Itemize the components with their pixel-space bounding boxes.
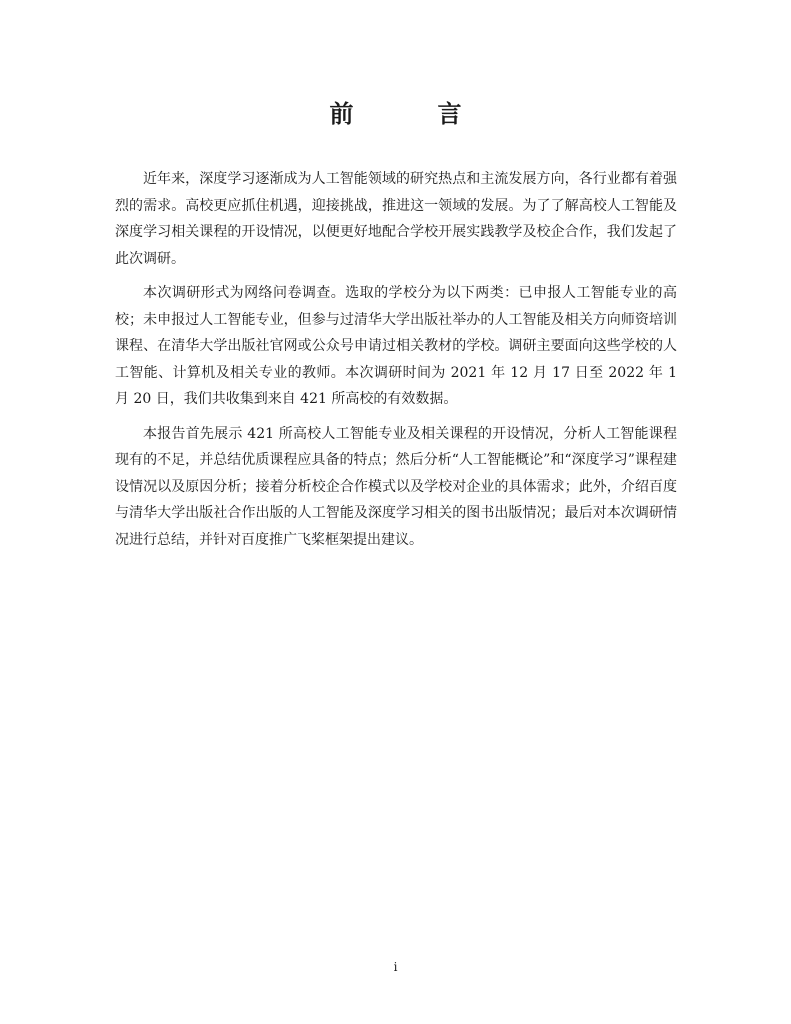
page-title: 前 言 bbox=[329, 99, 492, 128]
body-text bbox=[115, 166, 677, 561]
paragraph-report-outline: 本报告首先展示 421 所高校人工智能专业及相关课程的开设情况，分析人工智能课程现有的不足，并总结优质课程应具备的特点；然后分析“人工智能概论”和“深度学习”课程建设情况以及原因分析；接着分析校企合作模式以及学校对企业的具体需求；此外，介绍百度与清华大学出版社合作出版的人工智能及深度学习相关的图书出版情况；最后对本次调研情况进行总结，并针对百度推广飞桨框架提出建议。 bbox=[115, 425, 677, 548]
paragraph-intro: 近年来，深度学习逐渐成为人工智能领域的研究热点和主流发展方向，各行业都有着强烈的需求。高校更应抓住机遇，迎接挑战，推进这一领域的发展。为了了解高校人工智能及深度学习相关课程的开设情况，以便更好地配合学校开展实践教学及校企合作，我们发起了此次调研。 bbox=[115, 171, 677, 267]
page-number: i bbox=[393, 960, 398, 974]
paragraph-survey-method: 本次调研形式为网络问卷调查。选取的学校分为以下两类：已申报人工智能专业的高校；未申报过人工智能专业，但参与过清华大学出版社举办的人工智能及相关方向师资培训课程、在清华大学出版社官网或公众号申请过相关教材的学校。调研主要面向这些学校的人工智能、计算机及相关专业的教师。本次调研时间为 2021 年 12 月 17 日至 2022 年 1 月 20 日，我们共收集到来自 421 所高校的有效数据。 bbox=[115, 285, 677, 407]
